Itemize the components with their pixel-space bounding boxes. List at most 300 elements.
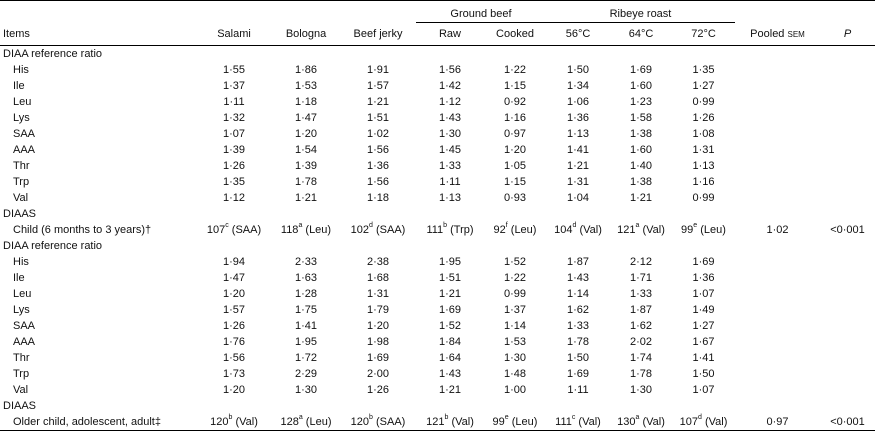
table-cell: 1·91 xyxy=(366,64,390,76)
empty-cell xyxy=(820,142,875,158)
table-cell: 1·60 xyxy=(629,144,653,156)
table-cell: 1·56 xyxy=(438,64,462,76)
diaas-cell xyxy=(272,222,340,238)
table-cell: 1·22 xyxy=(503,272,527,284)
diaas-row xyxy=(0,414,875,431)
section-title: DIAA reference ratio xyxy=(3,240,103,252)
header-pooled-sem: Pooled sem xyxy=(735,23,820,46)
table-cell: 1·54 xyxy=(294,144,318,156)
table-row xyxy=(0,270,875,286)
table-cell: 1·51 xyxy=(366,112,390,124)
table-cell: 1·69 xyxy=(629,64,653,76)
table-cell: 1·26 xyxy=(222,160,246,172)
empty-cell xyxy=(820,286,875,302)
significance-letter: c xyxy=(571,414,576,421)
table-cell: 1·21 xyxy=(438,384,462,396)
limiting-amino-acid: (Leu) xyxy=(302,224,332,236)
diaas-value: 120 xyxy=(210,416,229,428)
diaas-cell xyxy=(340,414,416,431)
table-row xyxy=(0,174,875,190)
table-cell: 1·36 xyxy=(366,160,390,172)
table-cell: 1·21 xyxy=(366,96,390,108)
table-cell: 1·69 xyxy=(438,304,462,316)
table-cell: 1·21 xyxy=(438,288,462,300)
table-cell: 1·53 xyxy=(294,80,318,92)
table-cell: 1·37 xyxy=(222,80,246,92)
table-cell: 1·15 xyxy=(503,80,527,92)
empty-cell xyxy=(735,286,820,302)
section-title-row xyxy=(0,238,875,254)
diaas-cell xyxy=(196,222,272,238)
empty-cell xyxy=(735,174,820,190)
table-row xyxy=(0,350,875,366)
table-row xyxy=(0,78,875,94)
table-cell: 1·42 xyxy=(438,80,462,92)
diaas-cell xyxy=(672,414,735,431)
table-row xyxy=(0,366,875,382)
significance-letter: a xyxy=(298,222,303,229)
table-cell: 1·18 xyxy=(366,192,390,204)
diaas-value: 107 xyxy=(206,224,226,236)
empty-cell xyxy=(735,366,820,382)
column-header-row xyxy=(0,23,875,46)
table-cell: 1·62 xyxy=(566,304,590,316)
table-cell: 1·56 xyxy=(222,352,246,364)
limiting-amino-acid: (Leu) xyxy=(507,224,537,236)
table-cell: 1·39 xyxy=(222,144,246,156)
significance-letter: b xyxy=(443,222,448,229)
row-label: Val xyxy=(13,192,29,204)
table-cell: 1·41 xyxy=(294,320,318,332)
table-cell: 1·79 xyxy=(366,304,390,316)
table-cell: 1·20 xyxy=(222,288,246,300)
table-cell: 0·93 xyxy=(503,192,527,204)
table-cell: 1·16 xyxy=(503,112,527,124)
significance-letter: e xyxy=(504,414,509,421)
table-cell: 1·33 xyxy=(438,160,462,172)
diaas-value: 92 xyxy=(493,224,506,236)
group-ground-beef: Ground beef xyxy=(416,2,546,23)
table-row xyxy=(0,110,875,126)
table-row xyxy=(0,382,875,398)
empty-cell xyxy=(735,350,820,366)
empty-cell xyxy=(735,190,820,206)
table-cell: 1·38 xyxy=(629,176,653,188)
table-cell: 2·29 xyxy=(294,368,318,380)
table-cell: 0·99 xyxy=(692,192,715,204)
table-cell: 0·99 xyxy=(503,288,527,300)
significance-letter: d xyxy=(369,222,373,229)
table-row xyxy=(0,254,875,270)
table-cell: 1·58 xyxy=(629,112,653,124)
table-cell: 1·57 xyxy=(222,304,246,316)
table-cell: 1·43 xyxy=(438,368,462,380)
table-row xyxy=(0,62,875,78)
empty-cell xyxy=(820,334,875,350)
significance-letter: f xyxy=(505,222,508,229)
table-cell: 1·06 xyxy=(566,96,590,108)
table-cell: 1·11 xyxy=(567,384,589,396)
table-cell: 1·33 xyxy=(566,320,590,332)
table-cell: 1·15 xyxy=(503,176,527,188)
diaas-cell xyxy=(546,414,610,431)
table-cell: 1·60 xyxy=(629,80,653,92)
empty-cell xyxy=(820,366,875,382)
limiting-amino-acid: (SAA) xyxy=(372,224,406,236)
diaas-value: 120 xyxy=(350,416,370,428)
limiting-amino-acid: (Val) xyxy=(639,224,665,236)
table-cell: 1·87 xyxy=(566,256,590,268)
diaas-value: 130 xyxy=(617,416,636,428)
header-56c: 56°C xyxy=(546,23,610,46)
table-row xyxy=(0,142,875,158)
table-cell: 0·92 xyxy=(503,96,527,108)
table-cell: 1·45 xyxy=(438,144,462,156)
adult-section xyxy=(0,238,875,431)
header-items: Items xyxy=(0,23,196,46)
p-value: <0·001 xyxy=(820,414,875,431)
table-cell: 1·11 xyxy=(439,176,461,188)
table-cell: 1·02 xyxy=(366,128,390,140)
table-cell: 1·22 xyxy=(503,64,527,76)
table-cell: 1·21 xyxy=(566,160,590,172)
header-cooked: Cooked xyxy=(484,23,546,46)
table-cell: 1·14 xyxy=(566,288,590,300)
table-cell: 1·43 xyxy=(438,112,462,124)
table-cell: 1·27 xyxy=(692,80,715,92)
table-row xyxy=(0,190,875,206)
table-cell: 1·76 xyxy=(222,336,246,348)
table-cell: 1·75 xyxy=(294,304,318,316)
table-cell: 1·69 xyxy=(566,368,590,380)
row-label: Thr xyxy=(13,160,30,172)
group-header-row xyxy=(0,2,875,23)
table-row xyxy=(0,126,875,142)
row-label: Lys xyxy=(13,112,30,124)
header-raw: Raw xyxy=(416,23,484,46)
table-cell: 1·98 xyxy=(366,336,390,348)
diaas-value: 102 xyxy=(350,224,370,236)
table-cell: 1·78 xyxy=(629,368,653,380)
diaas-label: Child (6 months to 3 years)† xyxy=(13,224,152,236)
table-cell: 1·53 xyxy=(503,336,527,348)
empty-cell xyxy=(820,78,875,94)
row-label: His xyxy=(13,256,29,268)
table-cell: 1·47 xyxy=(222,272,246,284)
table-cell: 0·97 xyxy=(503,128,527,140)
diaas-cell xyxy=(610,414,672,431)
diaas-cell xyxy=(272,414,340,431)
table-cell: 1·13 xyxy=(692,160,715,172)
empty-cell xyxy=(820,110,875,126)
table-cell: 1·56 xyxy=(366,176,390,188)
significance-letter: c xyxy=(225,222,229,229)
table-cell: 1·62 xyxy=(629,320,653,332)
table-cell: 1·49 xyxy=(692,304,715,316)
table-cell: 1·23 xyxy=(629,96,653,108)
table-cell: 1·68 xyxy=(366,272,390,284)
table-cell: 1·20 xyxy=(294,128,318,140)
table-cell: 1·95 xyxy=(294,336,318,348)
limiting-amino-acid: (Val) xyxy=(639,416,665,428)
empty-cell xyxy=(735,78,820,94)
significance-letter: b xyxy=(444,414,449,421)
table-cell: 1·31 xyxy=(566,176,590,188)
table-cell: 1·12 xyxy=(438,96,462,108)
limiting-amino-acid: (Leu) xyxy=(508,416,538,428)
diaas-row xyxy=(0,222,875,238)
row-label: SAA xyxy=(13,128,36,140)
table-cell: 1·12 xyxy=(222,192,246,204)
empty-cell xyxy=(735,318,820,334)
table-cell: 1·07 xyxy=(222,128,246,140)
diaas-cell xyxy=(196,414,272,431)
table-cell: 1·51 xyxy=(438,272,462,284)
child-section xyxy=(0,46,875,239)
table-cell: 1·63 xyxy=(294,272,318,284)
significance-letter: a xyxy=(298,414,303,421)
empty-cell xyxy=(820,94,875,110)
row-label: AAA xyxy=(13,336,36,348)
empty-cell xyxy=(735,254,820,270)
table-cell: 1·78 xyxy=(566,336,590,348)
table-cell: 2·38 xyxy=(366,256,390,268)
significance-letter: a xyxy=(635,222,640,229)
limiting-amino-acid: (Leu) xyxy=(302,416,332,428)
table-cell: 1·13 xyxy=(566,128,590,140)
empty-cell xyxy=(735,110,820,126)
table-cell: 1·52 xyxy=(503,256,527,268)
diaas-cell xyxy=(416,414,484,431)
empty-cell xyxy=(735,62,820,78)
table-cell: 1·95 xyxy=(438,256,462,268)
table-cell: 0·99 xyxy=(692,96,715,108)
empty-cell xyxy=(820,382,875,398)
limiting-amino-acid: (Trp) xyxy=(447,224,474,236)
table-cell: 1·94 xyxy=(222,256,246,268)
diaas-label: Older child, adolescent, adult‡ xyxy=(0,414,196,431)
table-cell: 1·74 xyxy=(629,352,653,364)
table-cell: 1·30 xyxy=(503,352,527,364)
table-cell: 1·87 xyxy=(629,304,653,316)
table-cell: 1·30 xyxy=(438,128,462,140)
empty-cell xyxy=(735,142,820,158)
table-cell: 1·37 xyxy=(503,304,527,316)
diaas-value: 99 xyxy=(492,416,505,428)
row-label: Ile xyxy=(13,272,25,284)
table-cell: 1·21 xyxy=(629,192,653,204)
table-cell: 1·69 xyxy=(366,352,390,364)
table-cell: 1·13 xyxy=(438,192,462,204)
table-cell: 2·12 xyxy=(629,256,653,268)
significance-letter: d xyxy=(572,222,577,229)
diaas-value: 128 xyxy=(280,416,299,428)
diaas-cell xyxy=(340,222,416,238)
empty-cell xyxy=(735,158,820,174)
empty-cell xyxy=(735,126,820,142)
diaas-title-row xyxy=(0,206,875,222)
empty-cell xyxy=(735,94,820,110)
table-cell: 1·11 xyxy=(223,96,245,108)
significance-letter: b xyxy=(369,414,373,421)
header-64c: 64°C xyxy=(610,23,672,46)
table-cell: 1·50 xyxy=(566,352,590,364)
table-cell: 1·33 xyxy=(629,288,653,300)
empty-cell xyxy=(735,334,820,350)
pooled-sem-value: 0·97 xyxy=(735,414,820,431)
significance-letter: a xyxy=(635,414,640,421)
row-label: AAA xyxy=(13,144,36,156)
empty-cell xyxy=(820,254,875,270)
table-cell: 1·71 xyxy=(629,272,653,284)
diaas-value: 118 xyxy=(280,224,299,236)
p-value: <0·001 xyxy=(830,224,865,236)
diaas-cell xyxy=(610,222,672,238)
limiting-amino-acid: (Val) xyxy=(232,416,258,428)
diaas-value: 107 xyxy=(679,416,698,428)
row-label: Thr xyxy=(13,352,30,364)
table-cell: 1·41 xyxy=(566,144,590,156)
table-cell: 1·30 xyxy=(294,384,318,396)
table-cell: 1·28 xyxy=(294,288,318,300)
table-cell: 1·34 xyxy=(566,80,590,92)
table-cell: 1·21 xyxy=(294,192,318,204)
diaas-cell xyxy=(484,414,546,431)
table-row xyxy=(0,158,875,174)
limiting-amino-acid: (Val) xyxy=(701,416,728,428)
table-cell: 1·50 xyxy=(566,64,590,76)
table-cell: 1·67 xyxy=(692,336,715,348)
empty-cell xyxy=(820,158,875,174)
empty-cell xyxy=(820,270,875,286)
table-cell: 1·07 xyxy=(692,384,715,396)
diaas-cell xyxy=(672,222,735,238)
row-label: Lys xyxy=(13,304,30,316)
row-label: Leu xyxy=(13,288,32,300)
significance-letter: e xyxy=(693,222,698,229)
pooled-sem-value: 1·02 xyxy=(766,224,789,236)
diaas-value: 121 xyxy=(617,224,636,236)
row-label: Leu xyxy=(13,96,32,108)
table-row xyxy=(0,334,875,350)
table-cell: 1·18 xyxy=(294,96,318,108)
diaas-title-row xyxy=(0,398,875,414)
table-cell: 1·52 xyxy=(438,320,462,332)
significance-letter: d xyxy=(697,414,702,421)
table-cell: 2·02 xyxy=(629,336,653,348)
empty-cell xyxy=(820,174,875,190)
table-cell: 1·48 xyxy=(503,368,527,380)
table-cell: 1·32 xyxy=(222,112,246,124)
limiting-amino-acid: (SAA) xyxy=(228,224,262,236)
empty-cell xyxy=(735,382,820,398)
table-cell: 1·35 xyxy=(222,176,246,188)
diaas-value: 99 xyxy=(681,224,694,236)
table-cell: 1·64 xyxy=(438,352,462,364)
section-title-row xyxy=(0,46,875,63)
table-cell: 1·78 xyxy=(294,176,318,188)
table-cell: 1·14 xyxy=(503,320,527,332)
table-cell: 1·08 xyxy=(692,128,715,140)
empty-cell xyxy=(820,318,875,334)
empty-cell xyxy=(820,302,875,318)
diaas-value: 111 xyxy=(555,416,572,428)
diaas-title: DIAAS xyxy=(3,208,37,220)
table-row xyxy=(0,286,875,302)
table-cell: 1·27 xyxy=(692,320,715,332)
table-cell: 1·35 xyxy=(692,64,715,76)
header-p: P xyxy=(820,23,875,46)
section-title: DIAA reference ratio xyxy=(3,48,103,60)
header-72c: 72°C xyxy=(672,23,735,46)
table-cell: 1·04 xyxy=(566,192,590,204)
table-cell: 1·26 xyxy=(366,384,390,396)
row-label: Trp xyxy=(13,368,30,380)
table-cell: 1·05 xyxy=(503,160,527,172)
diaas-value: 111 xyxy=(426,224,444,236)
empty-cell xyxy=(820,126,875,142)
row-label: SAA xyxy=(13,320,36,332)
table-cell: 1·73 xyxy=(222,368,246,380)
table-cell: 1·47 xyxy=(294,112,318,124)
table-cell: 1·26 xyxy=(222,320,246,332)
diaas-title: DIAAS xyxy=(3,400,37,412)
empty-cell xyxy=(820,350,875,366)
table-cell: 2·33 xyxy=(294,256,318,268)
header-beef-jerky: Beef jerky xyxy=(340,23,416,46)
diaas-value: 121 xyxy=(426,416,445,428)
empty-cell xyxy=(820,190,875,206)
table-cell: 2·00 xyxy=(366,368,390,380)
table-cell: 1·39 xyxy=(294,160,318,172)
row-label: Ile xyxy=(13,80,25,92)
diaas-cell xyxy=(484,222,546,238)
table-cell: 1·00 xyxy=(503,384,527,396)
row-label: Val xyxy=(13,384,29,396)
table-cell: 1·20 xyxy=(222,384,246,396)
limiting-amino-acid: (Val) xyxy=(448,416,474,428)
diaas-cell xyxy=(546,222,610,238)
table-cell: 1·20 xyxy=(366,320,390,332)
limiting-amino-acid: (Val) xyxy=(576,224,602,236)
row-label: His xyxy=(13,64,29,76)
header-salami: Salami xyxy=(196,23,272,46)
table-row xyxy=(0,318,875,334)
table-cell: 1·30 xyxy=(629,384,653,396)
table-cell: 1·20 xyxy=(503,144,527,156)
empty-cell xyxy=(820,62,875,78)
table-cell: 1·43 xyxy=(566,272,590,284)
group-ribeye-roast: Ribeye roast xyxy=(546,2,735,23)
table-cell: 1·40 xyxy=(629,160,653,172)
diaas-value: 104 xyxy=(554,224,573,236)
table-row xyxy=(0,302,875,318)
table-cell: 1·86 xyxy=(294,64,318,76)
limiting-amino-acid: (SAA) xyxy=(372,416,406,428)
header-bologna: Bologna xyxy=(272,23,340,46)
limiting-amino-acid: (Val) xyxy=(575,416,601,428)
table-cell: 1·57 xyxy=(366,80,390,92)
table-cell: 1·69 xyxy=(692,256,715,268)
row-label: Trp xyxy=(13,176,30,188)
table-cell: 1·56 xyxy=(366,144,390,156)
diaas-cell xyxy=(416,222,484,238)
table-cell: 1·16 xyxy=(692,176,715,188)
table-cell: 1·26 xyxy=(692,112,715,124)
table-cell: 1·38 xyxy=(629,128,653,140)
table-cell: 1·72 xyxy=(294,352,318,364)
table-row xyxy=(0,94,875,110)
